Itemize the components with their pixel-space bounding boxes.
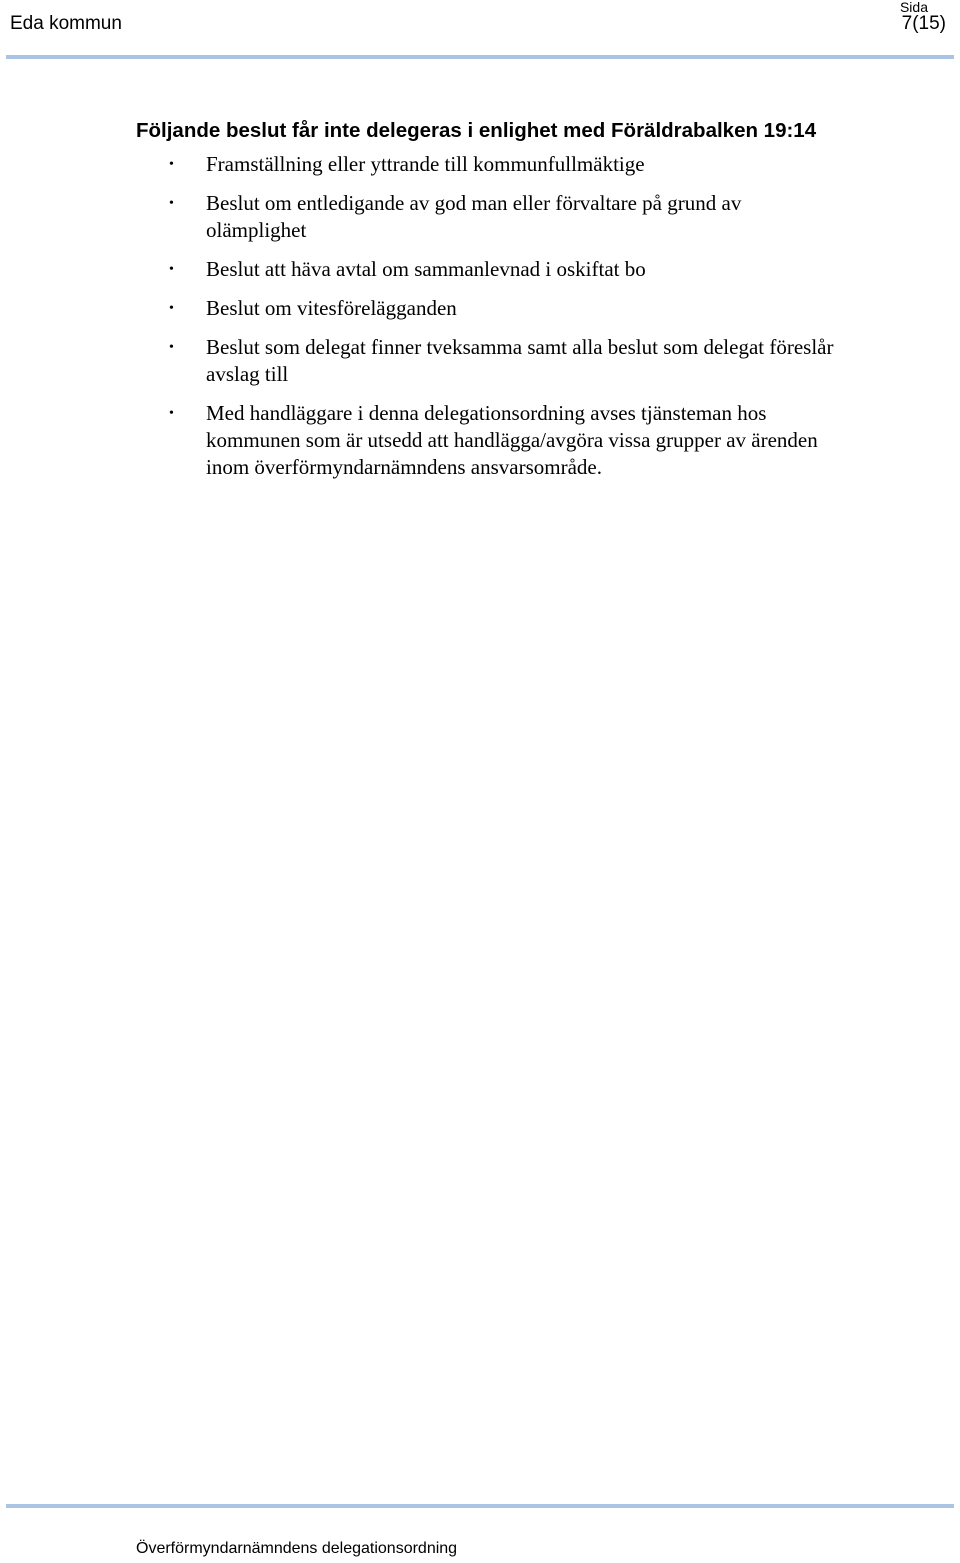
- bullet-icon: •: [169, 301, 174, 316]
- list-item-text: Beslut om vitesförelägganden: [206, 296, 457, 320]
- bullet-icon: •: [169, 406, 174, 421]
- list-item-text: Framställning eller yttrande till kommunfullmäktige: [206, 152, 645, 176]
- list-item-text: Med handläggare i denna delegationsordning avses tjänsteman hos kommunen som är utsedd att handlägga/avgöra vissa grupper av ärenden inom överförmyndarnämndens ansvarsområde.: [206, 401, 818, 479]
- bullet-icon: •: [169, 157, 174, 172]
- list-item-text: Beslut att häva avtal om sammanlevnad i oskiftat bo: [206, 257, 646, 281]
- page-number: 7(15): [901, 13, 946, 34]
- list-item: [136, 400, 846, 481]
- delegation-section: [136, 117, 896, 493]
- bullet-list: [136, 151, 896, 481]
- bullet-icon: •: [169, 340, 174, 355]
- bullet-icon: •: [169, 196, 174, 211]
- list-item-text: Beslut om entledigande av god man eller förvaltare på grund av olämplighet: [206, 191, 742, 242]
- list-item: [136, 295, 846, 322]
- section-heading: Följande beslut får inte delegeras i enlighet med Föräldrabalken 19:14: [136, 119, 817, 142]
- header-divider: [6, 55, 954, 59]
- list-item: [136, 151, 846, 178]
- organization-name: Eda kommun: [10, 13, 122, 34]
- page-label: Sida: [899, 0, 928, 15]
- bullet-icon: •: [169, 262, 174, 277]
- list-item: [136, 334, 846, 388]
- list-item: [136, 256, 846, 283]
- list-item: [136, 190, 846, 244]
- list-item-text: Beslut som delegat finner tveksamma samt alla beslut som delegat föreslår avslag till: [206, 335, 834, 386]
- footer-divider: [6, 1504, 954, 1508]
- footer-document-title: Överförmyndarnämndens delegationsordning: [136, 1540, 458, 1557]
